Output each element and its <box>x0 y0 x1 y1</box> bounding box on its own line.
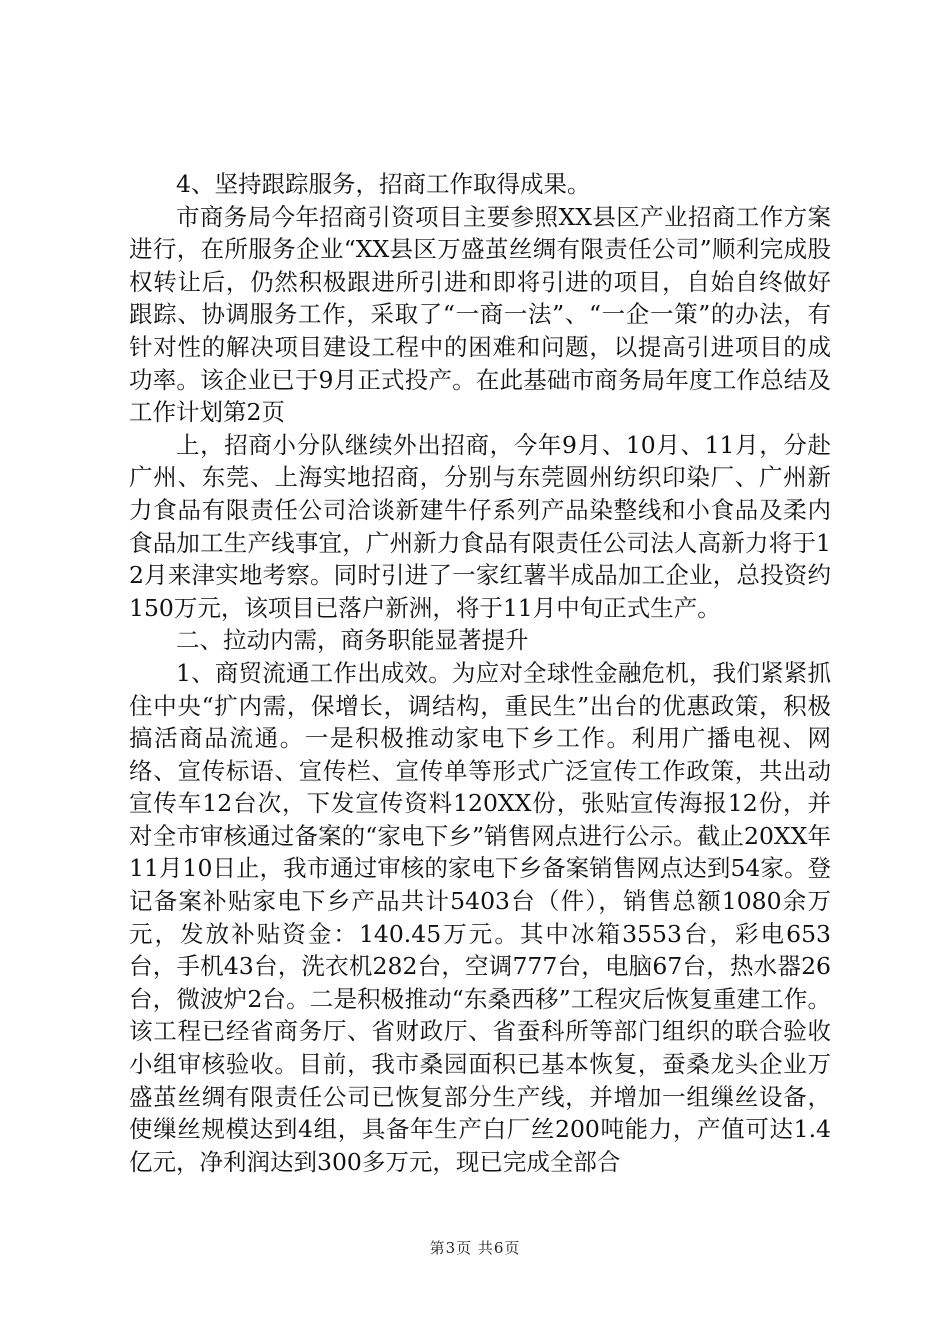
paragraph-heading-4: 4、坚持跟踪服务，招商工作取得成果。 <box>176 170 591 198</box>
paragraph-investment-projects: 市商务局今年招商引资项目主要参照XX县区产业招商工作方案进行，在所服务企业“XX县区万盛茧丝绸有限责任公司”顺利完成股权转让后，仍然积极跟进所引进和即将引进的项目，自始自终做好跟踪、协调服务工作，采取了“一商一法”、“一企一策”的办法，有针对性的解决项目建设工程中的困难和问题，以提高引进项目的成功率。该企业已于9月正式投产。在此基础市商务局年度工作总结及工作计划第2页 <box>129 202 831 427</box>
paragraph-trade-circulation: 1、商贸流通工作出成效。为应对全球性金融危机，我们紧紧抓住中央“扩内需，保增长，调结构，重民生”出台的优惠政策，积极搞活商品流通。一是积极推动家电下乡工作。利用广播电视、网络、宣传标语、宣传栏、宣传单等形式广泛宣传工作政策，共出动宣传车12台次，下发宣传资料120XX份，张贴宣传海报12份，并对全市审核通过备案的“家电下乡”销售网点进行公示。截止20XX年11月10日止，我市通过审核的家电下乡备案销售网点达到54家。登记备案补贴家电下乡产品共计5403台（件），销售总额1080余万元，发放补贴资金：140.45万元。其中冰箱3553台，彩电653台，手机43台，洗衣机282台，空调777台，电脑67台，热水器26台，微波炉2台。二是积极推动“东桑西移”工程灾后恢复重建工作。该工程已经省商务厅、省财政厅、省蚕科所等部门组织的联合验收小组审核验收。目前，我市桑园面积已基本恢复，蚕桑龙头企业万盛茧丝绸有限责任公司已恢复部分生产线，并增加一组缫丝设备，使缫丝规模达到4组，具备年生产白厂丝200吨能力，产值可达1.4亿元，净利润达到300多万元，现已完成全部合 <box>129 658 831 1176</box>
paragraph-investment-team: 上，招商小分队继续外出招商，今年9月、10月、11月，分赴广州、东莞、上海实地招商，分别与东莞圆州纺织印染厂、广州新力食品有限责任公司洽谈新建牛仔系列产品染整线和小食品及柔内食品加工生产线事宜，广州新力食品有限责任公司法人高新力将于12月来津实地考察。同时引进了一家红薯半成品加工企业，总投资约150万元，该项目已落户新洲，将于11月中旬正式生产。 <box>129 430 831 622</box>
document-body <box>129 168 831 1178</box>
paragraph-section-heading-2: 二、拉动内需，商务职能显著提升 <box>176 626 529 655</box>
page-footer: 第3页 共6页 <box>429 1239 521 1257</box>
